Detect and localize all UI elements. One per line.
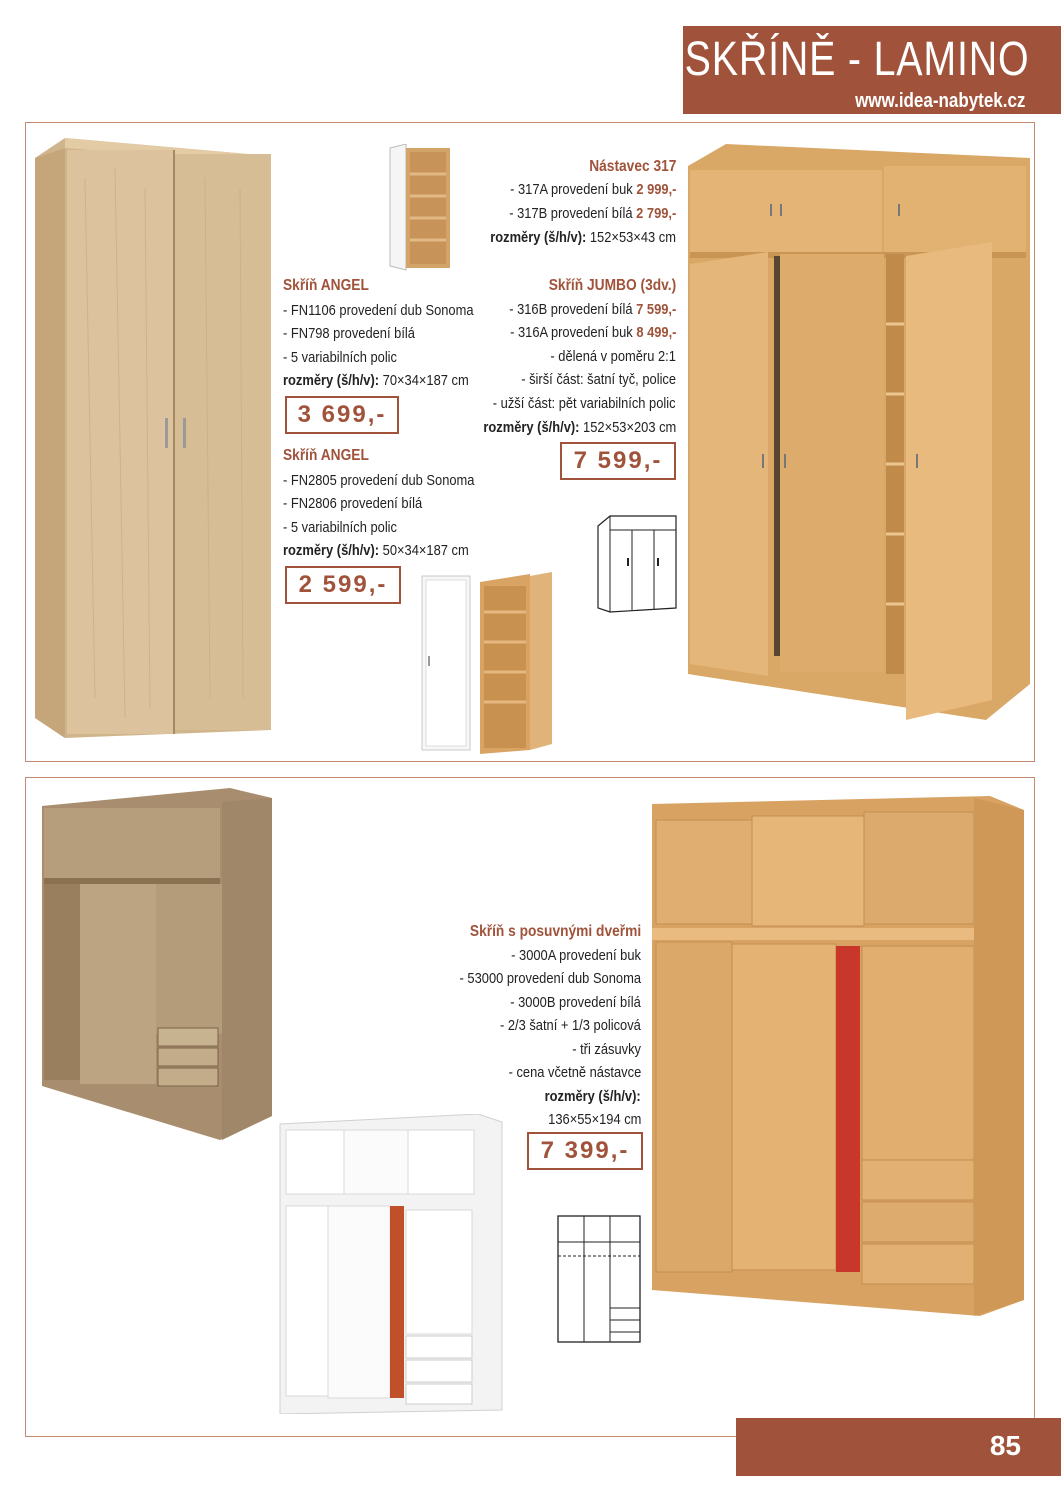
jumbo-price: 7 599,-	[560, 442, 676, 480]
sliding-dims-label: rozměry (š/h/v):	[544, 1088, 641, 1105]
angel-white-wardrobe-image	[420, 572, 560, 754]
sliding-line-6: - cena včetně nástavce	[508, 1064, 641, 1081]
nastavec-line-1: - 317A provedení buk 2 999,-	[509, 181, 676, 198]
jumbo-line-4: - širší část: šatní tyč, police	[521, 371, 676, 388]
angel2-line-1: - FN2805 provedení dub Sonoma	[283, 472, 475, 489]
page-number: 85	[989, 1430, 1021, 1461]
jumbo-price-2: 8 499,-	[635, 324, 676, 341]
sliding-sonoma-wardrobe-image	[40, 786, 274, 1140]
angel1-line-1: - FN1106 provedení dub Sonoma	[283, 302, 474, 319]
sliding-line-2: - 53000 provedení dub Sonoma	[459, 970, 641, 987]
angel2-price: 2 599,-	[285, 566, 401, 604]
jumbo-line-1: - 316B provedení bílá 7 599,-	[508, 301, 676, 318]
angel2-line-3: - 5 variabilních polic	[283, 519, 398, 536]
nastavec-317-image	[388, 144, 454, 272]
sliding-line-3: - 3000B provedení bílá	[510, 994, 641, 1011]
sliding-white-wardrobe-image	[278, 1114, 504, 1414]
angel2-line-2: - FN2806 provedení bílá	[283, 495, 423, 512]
nastavec-price-2: 2 799,-	[635, 205, 676, 222]
angel1-dims: rozměry (š/h/v): 70×34×187 cm	[283, 372, 469, 389]
page-header	[683, 26, 1061, 114]
sliding-line-drawing	[554, 1212, 644, 1348]
nastavec-dims: rozměry (š/h/v): 152×53×43 cm	[490, 229, 676, 246]
sliding-price: 7 399,-	[527, 1132, 643, 1170]
sliding-title: Skříň s posuvnými dveřmi	[469, 923, 641, 940]
sliding-line-4: - 2/3 šatní + 1/3 policová	[500, 1017, 641, 1034]
jumbo-dims: rozměry (š/h/v): 152×53×203 cm	[483, 419, 676, 436]
sliding-beech-wardrobe-image	[650, 790, 1024, 1318]
sliding-dims-value: 136×55×194 cm	[547, 1111, 641, 1128]
page-footer	[736, 1418, 1061, 1476]
nastavec-line-2: - 317B provedení bílá 2 799,-	[508, 205, 676, 222]
angel2-dims: rozměry (š/h/v): 50×34×187 cm	[283, 542, 469, 559]
angel1-line-2: - FN798 provedení bílá	[283, 325, 415, 342]
jumbo-title: Skříň JUMBO (3dv.)	[548, 277, 676, 294]
jumbo-line-3: - dělená v poměru 2:1	[550, 348, 676, 365]
jumbo-line-5: - užší část: pět variabilních polic	[493, 395, 676, 412]
website-link[interactable]: www.idea-nabytek.cz	[854, 90, 1025, 112]
nastavec-title: Nástavec 317	[588, 158, 676, 175]
angel-sonoma-wardrobe-image	[35, 138, 275, 738]
sliding-line-1: - 3000A provedení buk	[511, 947, 641, 964]
nastavec-price-1: 2 999,-	[635, 181, 676, 198]
jumbo-line-drawing	[594, 512, 680, 618]
angel1-line-3: - 5 variabilních polic	[283, 349, 398, 366]
page-title: SKŘÍNĚ - LAMINO	[684, 33, 1029, 86]
angel1-title: Skříň ANGEL	[283, 277, 369, 294]
jumbo-line-2: - 316A provedení buk 8 499,-	[509, 324, 676, 341]
jumbo-beech-wardrobe-image	[686, 144, 1030, 722]
angel2-title: Skříň ANGEL	[283, 447, 369, 464]
jumbo-price-1: 7 599,-	[635, 301, 676, 318]
sliding-line-5: - tři zásuvky	[572, 1041, 641, 1058]
angel1-price: 3 699,-	[285, 396, 399, 434]
